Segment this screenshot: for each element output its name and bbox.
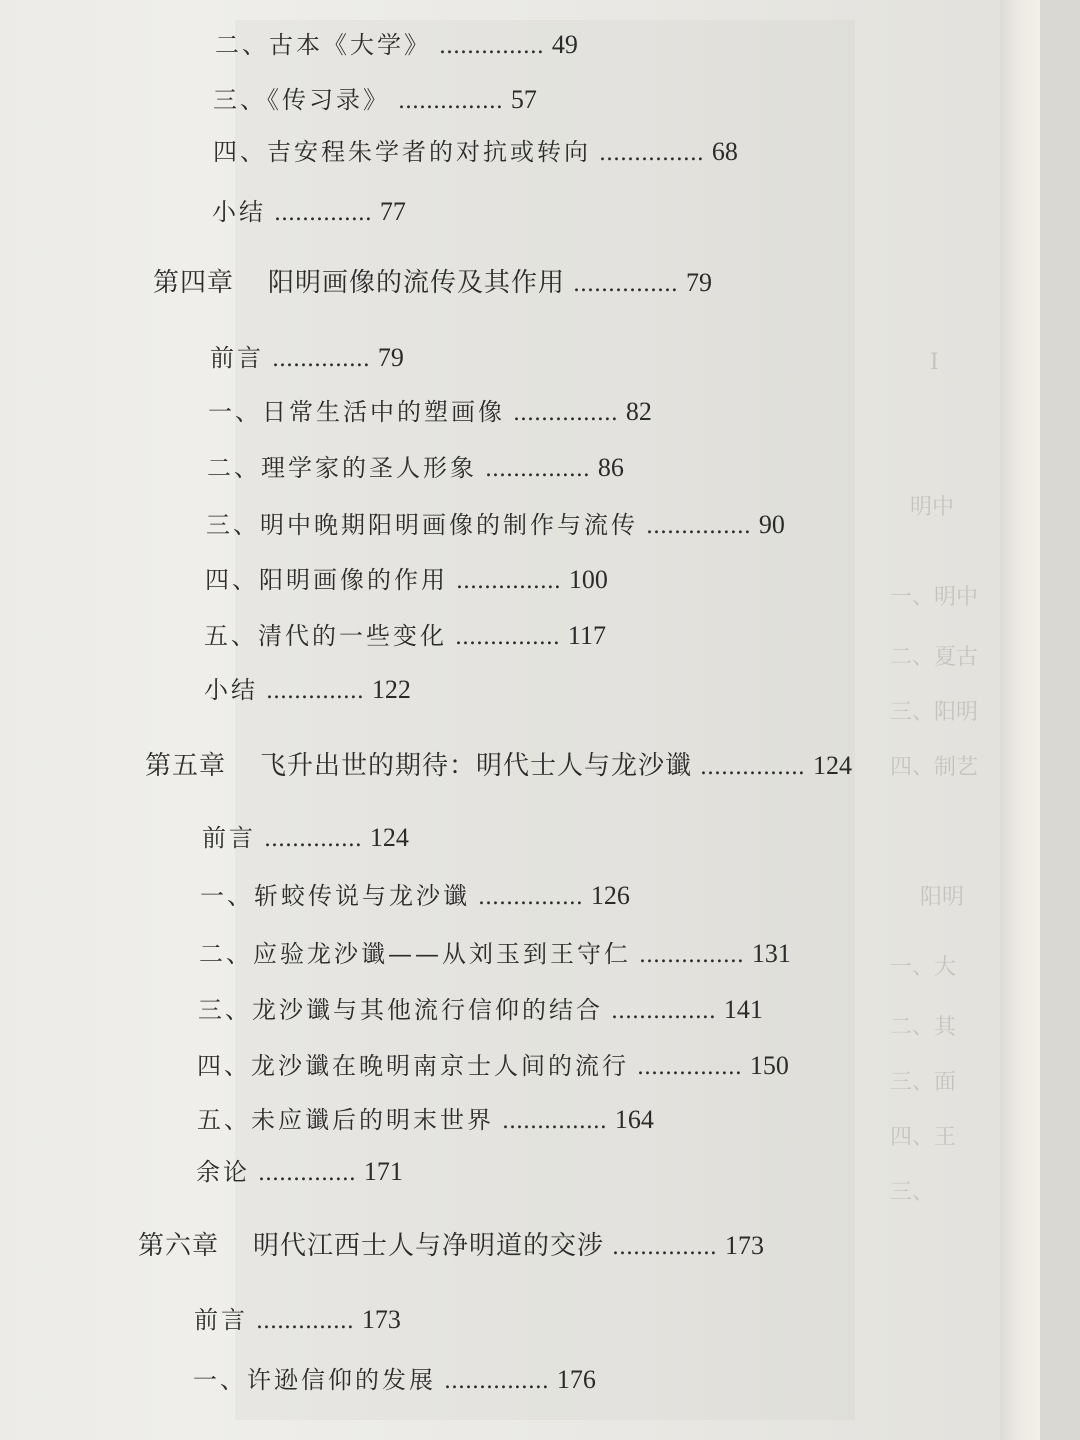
toc-entry[interactable]	[202, 818, 409, 853]
toc-entry[interactable]	[213, 80, 537, 115]
entry-title: 二、古本《大学》	[215, 31, 431, 59]
toc-entry[interactable]	[213, 132, 738, 167]
toc-entry[interactable]	[204, 670, 411, 705]
toc-entry[interactable]	[215, 25, 578, 60]
page-number: 68	[711, 137, 738, 166]
page-number: 79	[685, 268, 712, 297]
page-number: 77	[379, 197, 406, 226]
entry-title: 二、理学家的圣人形象	[207, 454, 477, 482]
page-number: 126	[590, 881, 630, 910]
toc-entry[interactable]	[207, 448, 624, 483]
entry-title: 二、应验龙沙谶——从刘玉到王守仁	[199, 940, 631, 968]
toc-entry[interactable]	[194, 1300, 401, 1335]
toc-entry[interactable]	[196, 1152, 403, 1187]
page-number: 100	[568, 565, 608, 594]
leader-dots: ..............	[272, 347, 370, 372]
entry-title: 前言	[202, 824, 256, 852]
toc-entry[interactable]	[193, 1360, 596, 1395]
chapter-title: 明代江西士人与净明道的交涉	[253, 1231, 605, 1261]
toc-entry[interactable]	[199, 934, 791, 969]
page-number: 131	[751, 939, 791, 968]
toc-chapter-5[interactable]	[145, 745, 852, 782]
leader-dots: ..............	[256, 1309, 354, 1334]
leader-dots: ..............	[264, 827, 362, 852]
leader-dots: ...............	[612, 1235, 717, 1260]
toc-entry[interactable]	[210, 338, 404, 373]
entry-title: 一、许逊信仰的发展	[193, 1366, 436, 1394]
page-number: 164	[614, 1105, 654, 1134]
page-number: 122	[371, 675, 411, 704]
chapter-label: 第五章	[145, 751, 227, 781]
page-number: 141	[723, 995, 763, 1024]
page-number: 171	[363, 1157, 403, 1186]
leader-dots: ...............	[444, 1369, 549, 1394]
leader-dots: ...............	[439, 34, 544, 59]
entry-title: 前言	[194, 1306, 248, 1334]
page-number: 150	[749, 1051, 789, 1080]
chapter-label: 第六章	[138, 1231, 220, 1261]
page-number: 173	[724, 1231, 764, 1260]
entry-title: 小结	[212, 198, 266, 226]
entry-title: 三、《传习录》	[213, 86, 390, 114]
leader-dots: ...............	[455, 625, 560, 650]
page-number: 173	[361, 1305, 401, 1334]
page-number: 117	[567, 621, 606, 650]
toc-entry[interactable]	[208, 392, 652, 427]
page-number: 124	[369, 823, 409, 852]
toc-entry[interactable]	[205, 560, 608, 595]
entry-title: 前言	[210, 344, 264, 372]
page-number: 79	[377, 343, 404, 372]
page-number: 57	[510, 85, 537, 114]
toc-chapter-6[interactable]	[138, 1225, 764, 1262]
chapter-title: 阳明画像的流传及其作用	[268, 268, 566, 298]
toc-chapter-4[interactable]	[153, 262, 712, 299]
page-number: 124	[812, 751, 852, 780]
leader-dots: ...............	[485, 457, 590, 482]
leader-dots: ...............	[599, 141, 704, 166]
leader-dots: ...............	[611, 999, 716, 1024]
toc-entry[interactable]	[200, 876, 630, 911]
entry-title: 三、龙沙谶与其他流行信仰的结合	[198, 996, 603, 1024]
leader-dots: ..............	[266, 679, 364, 704]
entry-title: 一、斩蛟传说与龙沙谶	[200, 882, 470, 910]
page-number: 176	[556, 1365, 596, 1394]
entry-title: 五、清代的一些变化	[204, 622, 447, 650]
entry-title: 余论	[196, 1158, 250, 1186]
page-number: 90	[758, 510, 785, 539]
chapter-label: 第四章	[153, 268, 235, 298]
leader-dots: ...............	[513, 401, 618, 426]
entry-title: 小结	[204, 676, 258, 704]
chapter-title: 飞升出世的期待：明代士人与龙沙谶	[260, 751, 693, 781]
leader-dots: ...............	[478, 885, 583, 910]
toc-entry[interactable]	[197, 1046, 789, 1081]
toc-entry[interactable]	[198, 990, 763, 1025]
bleed-through-text: I 明中 一、明中 二、夏古 三、阳明 四、制艺 阳明 一、大 二、其 三、面 四、王 三、	[890, 350, 979, 1205]
page-number: 49	[551, 30, 578, 59]
leader-dots: ...............	[639, 943, 744, 968]
leader-dots: ...............	[502, 1109, 607, 1134]
page-number: 82	[625, 397, 652, 426]
entry-title: 四、阳明画像的作用	[205, 566, 448, 594]
leader-dots: ...............	[646, 514, 751, 539]
leader-dots: ...............	[637, 1055, 742, 1080]
entry-title: 三、明中晚期阳明画像的制作与流传	[206, 511, 638, 539]
toc-entry[interactable]	[212, 192, 406, 227]
entry-title: 五、未应谶后的明末世界	[197, 1106, 494, 1134]
toc-entry[interactable]	[197, 1100, 654, 1135]
leader-dots: ..............	[274, 201, 372, 226]
toc-entry[interactable]	[206, 505, 785, 540]
leader-dots: ...............	[398, 89, 503, 114]
entry-title: 一、日常生活中的塑画像	[208, 398, 505, 426]
entry-title: 四、吉安程朱学者的对抗或转向	[213, 138, 591, 166]
page-number: 86	[597, 453, 624, 482]
leader-dots: ...............	[456, 569, 561, 594]
leader-dots: ..............	[258, 1161, 356, 1186]
entry-title: 四、龙沙谶在晚明南京士人间的流行	[197, 1052, 629, 1080]
leader-dots: ...............	[700, 755, 805, 780]
toc-entry[interactable]	[204, 616, 606, 651]
leader-dots: ...............	[573, 272, 678, 297]
